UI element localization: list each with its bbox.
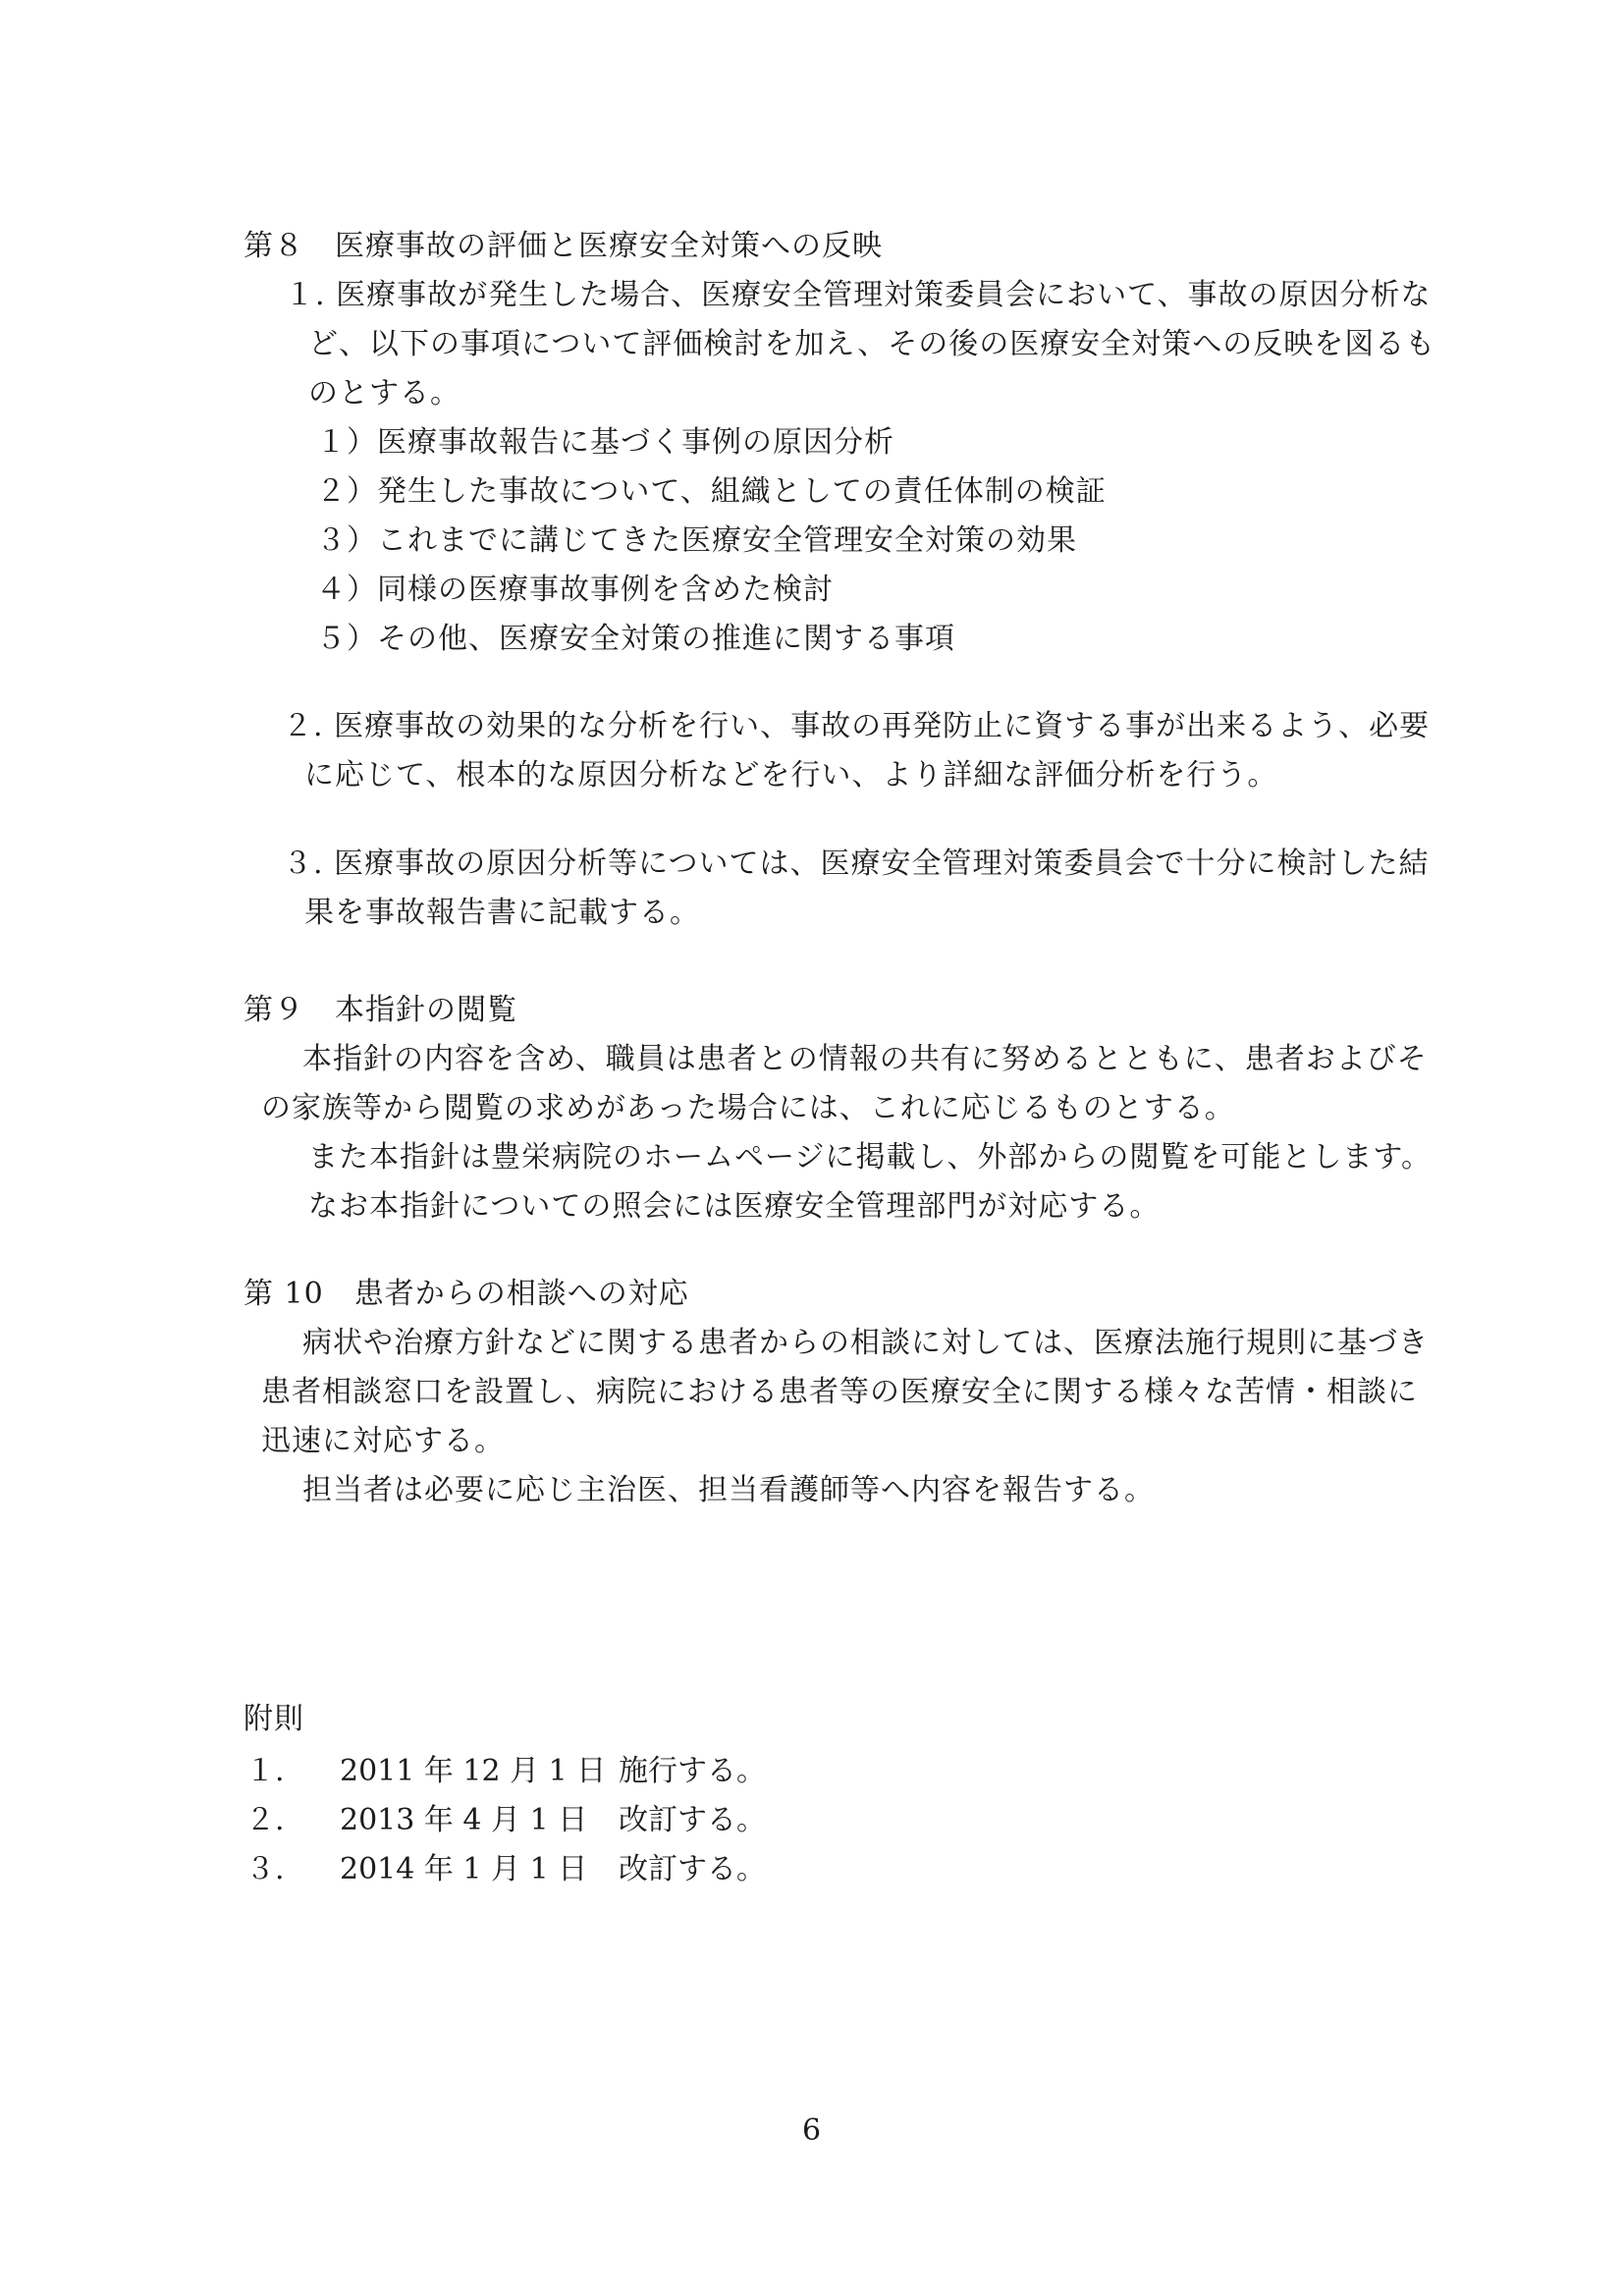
section8-item1-line: １. 医療事故が発生した場合、医療安全管理対策委員会において、事故の原因分析な [285,278,1432,312]
section8-subitem: １）医療事故報告に基づく事例の原因分析 [316,425,894,460]
section8-heading: 第８ 医療事故の評価と医療安全対策への反映 [243,229,883,263]
section8-subitem: ５）その他、医療安全対策の推進に関する事項 [316,622,955,656]
section9-line: の家族等から閲覧の求めがあった場合には、これに応じるものとする。 [261,1091,1235,1125]
section10-heading: 第 10 患者からの相談への対応 [243,1277,689,1311]
section9-heading: 第９ 本指針の閲覧 [243,993,517,1027]
enactment-date: 2011 年 12 月 1 日 [340,1754,607,1788]
section9-line: なお本指針についての照会には医療安全管理部門が対応する。 [308,1189,1161,1224]
section8-subitem: ２）発生した事故について、組織としての責任体制の検証 [316,474,1107,509]
section8-item2-line: ２. 医療事故の効果的な分析を行い、事故の再発防止に資する事が出来るよう、必要 [283,709,1431,743]
enactment-number: １. [245,1754,285,1788]
enactment-action: 改訂する。 [619,1852,766,1886]
section8-item1-line: ど、以下の事項について評価検討を加え、その後の医療安全対策への反映を図るも [308,327,1436,361]
enactment-date: 2014 年 1 月 1 日 [340,1852,588,1886]
section10-line: 患者相談窓口を設置し、病院における患者等の医療安全に関する様々な苦情・相談に [261,1375,1418,1409]
page-number: 6 [801,2113,822,2148]
section9-line: また本指針は豊栄病院のホームページに掲載し、外部からの閲覧を可能とします。 [308,1140,1432,1175]
section8-subitem: ３）これまでに講じてきた医療安全管理安全対策の効果 [316,523,1077,558]
enactment-number: ３. [245,1852,285,1886]
section8-item2-line: に応じて、根本的な原因分析などを行い、より詳細な評価分析を行う。 [304,758,1278,793]
section10-line: 迅速に対応する。 [261,1424,505,1458]
enactment-number: ２. [245,1803,285,1837]
section8-item3-line: 果を事故報告書に記載する。 [304,896,700,930]
supplementary-heading: 附則 [243,1702,304,1736]
section10-line: 担当者は必要に応じ主治医、担当看護師等へ内容を報告する。 [302,1473,1155,1507]
section8-subitem: ４）同様の医療事故事例を含めた検討 [316,573,834,607]
section10-line: 病状や治療方針などに関する患者からの相談に対しては、医療法施行規則に基づき [302,1326,1429,1360]
section8-item3-line: ３. 医療事故の原因分析等については、医療安全管理対策委員会で十分に検討した結 [283,847,1430,881]
section8-item1-line: のとする。 [308,376,460,410]
enactment-action: 施行する。 [619,1754,766,1788]
enactment-action: 改訂する。 [619,1803,766,1837]
enactment-date: 2013 年 4 月 1 日 [340,1803,588,1837]
section9-line: 本指針の内容を含め、職員は患者との情報の共有に努めるとともに、患者およびそ [302,1042,1428,1076]
